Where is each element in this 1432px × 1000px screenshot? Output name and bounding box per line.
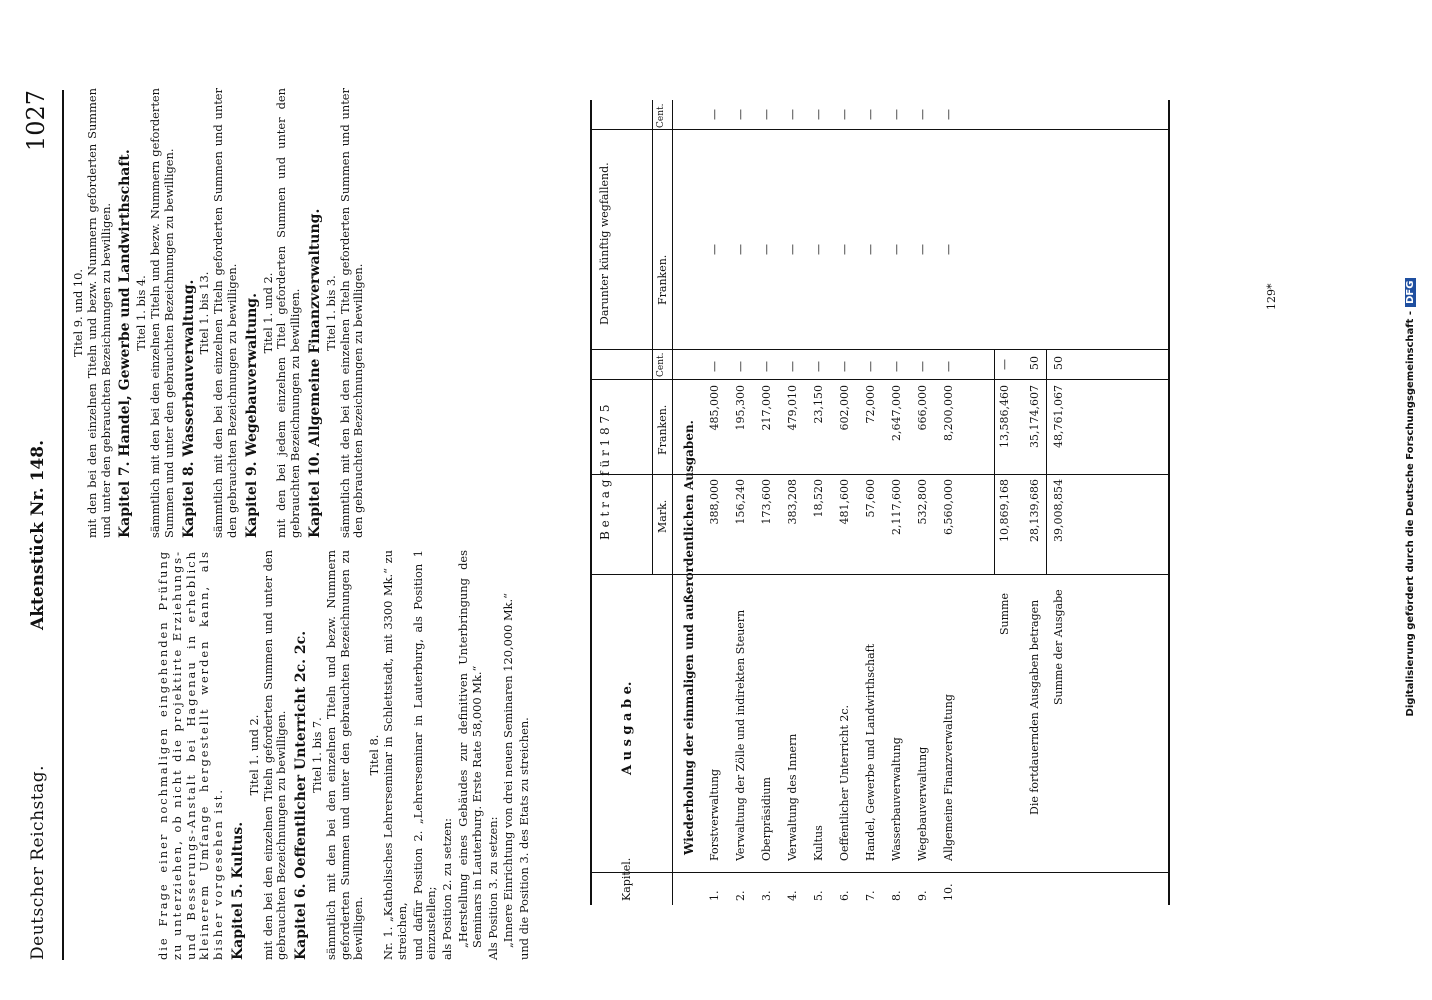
sub-franken: Franken.: [656, 404, 669, 455]
table-row-label: Oberpräsidium: [760, 777, 773, 861]
k10-text: sämmtlich mit den bei den einzelnen Titeln geforderten Summen und unter den gebrauchten Bezeichnungen zu bewilligen.: [337, 88, 366, 538]
table-row-mark: 57,600: [864, 479, 877, 518]
k6-pos2: und dafür Position 2. „Lehrerseminar in Lauterburg, als Position 1 einzustellen;: [410, 550, 439, 960]
table-row-nr: 6.: [838, 890, 851, 901]
budget-table: [590, 100, 1170, 905]
col-darunter: Darunter künftig wegfallend.: [598, 162, 611, 325]
header-left: Deutscher Reichstag.: [28, 765, 48, 960]
gesamt-franken: 48,761,067: [1052, 385, 1065, 448]
table-row-cent: —: [734, 361, 747, 372]
table-row-cent: —: [708, 361, 721, 372]
table-row-future-franken: —: [786, 244, 799, 255]
table-row-future-cent: —: [812, 109, 825, 120]
k7-heading: Kapitel 7. Handel, Gewerbe und Landwirthschaft.: [117, 149, 134, 538]
fort-franken: 35,174,607: [1028, 385, 1041, 448]
table-row-cent: —: [942, 361, 955, 372]
table-row-franken: 666,000: [916, 385, 929, 431]
right-column: [70, 88, 368, 538]
header-rule-2: [652, 100, 653, 575]
table-row-future-franken: —: [760, 244, 773, 255]
table-row-franken: 23,150: [812, 385, 825, 424]
table-row-future-franken: —: [734, 244, 747, 255]
rule-after-mark: [590, 474, 1170, 475]
k10-titel: Titel 1. bis 3.: [323, 275, 338, 351]
table-row-future-cent: —: [708, 109, 721, 120]
table-row-future-cent: —: [734, 109, 747, 120]
header-rule: [62, 90, 64, 960]
table-row-franken: 602,000: [838, 385, 851, 431]
table-row-nr: 5.: [812, 890, 825, 901]
table-row-mark: 532,800: [916, 479, 929, 525]
k8-text: sämmtlich mit den bei den einzelnen Titeln geforderten Summen und unter den gebrauchten Bezeichnungen zu bewilligen.: [211, 88, 239, 538]
rule-after-label: [590, 574, 1170, 575]
table-row-mark: 173,600: [760, 479, 773, 525]
table-row-label: Forstverwaltung: [708, 768, 721, 861]
table-row-mark: 383,208: [786, 479, 799, 525]
k6-titel8: Titel 8.: [367, 734, 382, 776]
table-row-franken: 479,010: [786, 385, 799, 431]
gesamt-mark: 39,008,854: [1052, 479, 1065, 542]
table-row-nr: 8.: [890, 890, 903, 901]
table-row-label: Oeffentlicher Unterricht 2c.: [838, 704, 851, 861]
gesamt-cent: 50: [1052, 356, 1065, 370]
table-row-mark: 156,240: [734, 479, 747, 525]
rule-after-franken: [590, 379, 1170, 380]
header-center: Aktenstück Nr. 148.: [28, 439, 48, 630]
fort-mark: 28,139,686: [1028, 479, 1041, 542]
k7-text: sämmtlich mit den bei den einzelnen Titeln und bezw. Nummern geforderten Summen und unter den gebrauchten Bezeichnungen zu bewilligen.: [147, 88, 176, 538]
table-row-franken: 195,300: [734, 385, 747, 431]
table-row-cent: —: [812, 361, 825, 372]
k10-heading: Kapitel 10. Allgemeine Finanzverwaltung.: [306, 208, 323, 538]
table-row-cent: —: [760, 361, 773, 372]
footer-mark: 129*: [1265, 283, 1278, 310]
table-row-label: Allgemeine Finanzverwaltung: [942, 694, 955, 861]
table-row-nr: 3.: [760, 890, 773, 901]
page-header: [22, 90, 62, 960]
table-row-franken: 485,000: [708, 385, 721, 431]
sub-cent-2: Cent.: [656, 103, 666, 128]
table-row-label: Handel, Gewerbe und Landwirthschaft: [864, 643, 877, 861]
k6-pos3: Als Position 3. zu setzen:: [485, 816, 500, 960]
table-row-franken: 8,200,000: [942, 385, 955, 441]
table-row-mark: 2,117,600: [890, 479, 903, 535]
table-row-future-cent: —: [786, 109, 799, 120]
table-row-future-cent: —: [760, 109, 773, 120]
table-row-franken: 2,647,000: [890, 385, 903, 441]
header-rule-3: [672, 100, 673, 905]
summe-mark: 10,869,168: [998, 479, 1011, 542]
summe-rule: [994, 350, 995, 575]
table-bottom-rule: [1168, 100, 1170, 905]
col-betrag: B e t r a g f ü r 1 8 7 5: [598, 404, 612, 540]
summe-label: Summe: [998, 593, 1011, 635]
sub-mark: Mark.: [656, 499, 669, 533]
digitization-text: Digitalisierung gefördert durch die Deutsche Forschungsgemeinschaft -: [1405, 310, 1416, 717]
summe-cent: —: [998, 359, 1011, 370]
table-row-mark: 6,560,000: [942, 479, 955, 535]
table-row-mark: 481,600: [838, 479, 851, 525]
k9-titel: Titel 1. und 2.: [260, 272, 275, 354]
table-row-cent: —: [838, 361, 851, 372]
col-kapitel: Kapitel.: [620, 857, 633, 901]
k6-text: sämmtlich mit den bei den einzelnen Titeln und bezw. Nummern geforderten Summen und unter den gebrauchten Bezeichnungen zu bewilligen.: [323, 550, 366, 960]
table-row-future-cent: —: [864, 109, 877, 120]
gesamt-label: Summe der Ausgabe: [1052, 589, 1065, 705]
table-row-future-cent: —: [838, 109, 851, 120]
table-row-mark: 388,000: [708, 479, 721, 525]
dfg-logo: DFG: [1405, 278, 1416, 307]
table-row-nr: 4.: [786, 890, 799, 901]
col-ausgabe: A u s g a b e.: [620, 681, 635, 775]
k6-titel: Titel 1. bis 7.: [309, 717, 324, 793]
table-row-nr: 1.: [708, 890, 721, 901]
table-row-nr: 2.: [734, 890, 747, 901]
k6-end: und die Position 3. des Etats zu streichen.: [517, 717, 532, 960]
intro-text: die Frage einer nochmaligen eingehenden Prüfung zu unterziehen, ob nicht die projektirte Erziehungs- und Besserungs-Anstalt bei Hagenau in erheblich kleinerem Umfange hergestellt werden kann, als bisher vorgesehen ist.: [156, 550, 226, 960]
table-row-future-franken: —: [812, 244, 825, 255]
table-row-future-cent: —: [916, 109, 929, 120]
rule-after-cent: [590, 349, 1170, 350]
table-row-cent: —: [890, 361, 903, 372]
table-row-nr: 10.: [942, 883, 955, 901]
k9-heading: Kapitel 9. Wegebauverwaltung.: [243, 293, 260, 538]
rule-after-fr2: [590, 129, 1170, 130]
table-row-franken: 217,000: [760, 385, 773, 431]
section-title: Wiederholung der einmaligen und außerordentlichen Ausgaben.: [682, 420, 696, 855]
k5-titel: Titel 1. und 2.: [246, 714, 261, 796]
table-row-franken: 72,000: [864, 385, 877, 424]
k6-quote: „Herstellung eines Gebäudes zur definitiven Unterbringung des Seminars in Lauterburg. Erste Rate 58,000 Mk.“: [455, 550, 484, 948]
table-row-nr: 9.: [916, 890, 929, 901]
t910-titel: Titel 9. und 10.: [71, 269, 85, 358]
table-top-rule: [590, 100, 592, 905]
k6-nr1: Nr. 1. „Katholisches Lehrerseminar in Schlettstadt, mit 3300 Mk.“ zu streichen,: [380, 550, 409, 960]
table-row-future-franken: —: [916, 244, 929, 255]
k7-titel: Titel 1. bis 4.: [134, 275, 149, 351]
table-row-label: Wasserbauverwaltung: [890, 737, 903, 861]
table-row-label: Kultus: [812, 825, 825, 861]
table-row-cent: —: [916, 361, 929, 372]
fort-label: Die fortdauernden Ausgaben betragen: [1028, 599, 1041, 815]
k6-heading: Kapitel 6. Oeffentlicher Unterricht 2c. 2c.: [293, 630, 310, 960]
digitization-note: [1405, 2, 1416, 992]
table-row-future-franken: —: [708, 244, 721, 255]
table-row-future-franken: —: [942, 244, 955, 255]
table-row-label: Verwaltung der Zölle und indirekten Steuern: [734, 609, 747, 861]
left-column: [157, 550, 534, 960]
t910-text: mit den bei den einzelnen Titeln und bezw. Nummern geforderten Summen und unter den gebrauchten Bezeichnungen zu bewilligen.: [84, 88, 113, 538]
sub-franken-2: Franken.: [656, 254, 669, 305]
k6-als: als Position 2. zu setzen:: [440, 817, 455, 960]
table-row-future-franken: —: [838, 244, 851, 255]
fort-cent: 50: [1028, 356, 1041, 370]
k5-heading: Kapitel 5. Kultus.: [229, 821, 246, 960]
table-row-future-cent: —: [890, 109, 903, 120]
table-row-future-franken: —: [890, 244, 903, 255]
table-row-label: Wegebauverwaltung: [916, 746, 929, 861]
table-row-future-cent: —: [942, 109, 955, 120]
table-row-future-franken: —: [864, 244, 877, 255]
rule-after-nr: [590, 872, 1170, 873]
table-row-mark: 18,520: [812, 479, 825, 518]
k5-text: mit den bei den einzelnen Titeln geforderten Summen und unter den gebrauchten Bezeichnungen zu bewilligen.: [260, 550, 289, 960]
table-row-cent: —: [786, 361, 799, 372]
table-row-nr: 7.: [864, 890, 877, 901]
fort-rule: [1046, 350, 1047, 575]
table-row-cent: —: [864, 361, 877, 372]
k8-heading: Kapitel 8. Wasserbauverwaltung.: [180, 279, 197, 538]
k9-text: mit den bei jedem einzelnen Titel geforderten Summen und unter den gebrauchten Bezeichnungen zu bewilligen.: [274, 88, 303, 538]
k6-quote2: „Innere Einrichtung von drei neuen Seminaren 120,000 Mk.“: [501, 593, 516, 948]
sub-cent: Cent.: [656, 352, 666, 377]
table-row-label: Verwaltung des Innern: [786, 733, 799, 861]
page-number: 1027: [22, 90, 50, 152]
summe-franken: 13,586,460: [998, 385, 1011, 448]
k8-titel: Titel 1. bis 13.: [197, 271, 212, 355]
